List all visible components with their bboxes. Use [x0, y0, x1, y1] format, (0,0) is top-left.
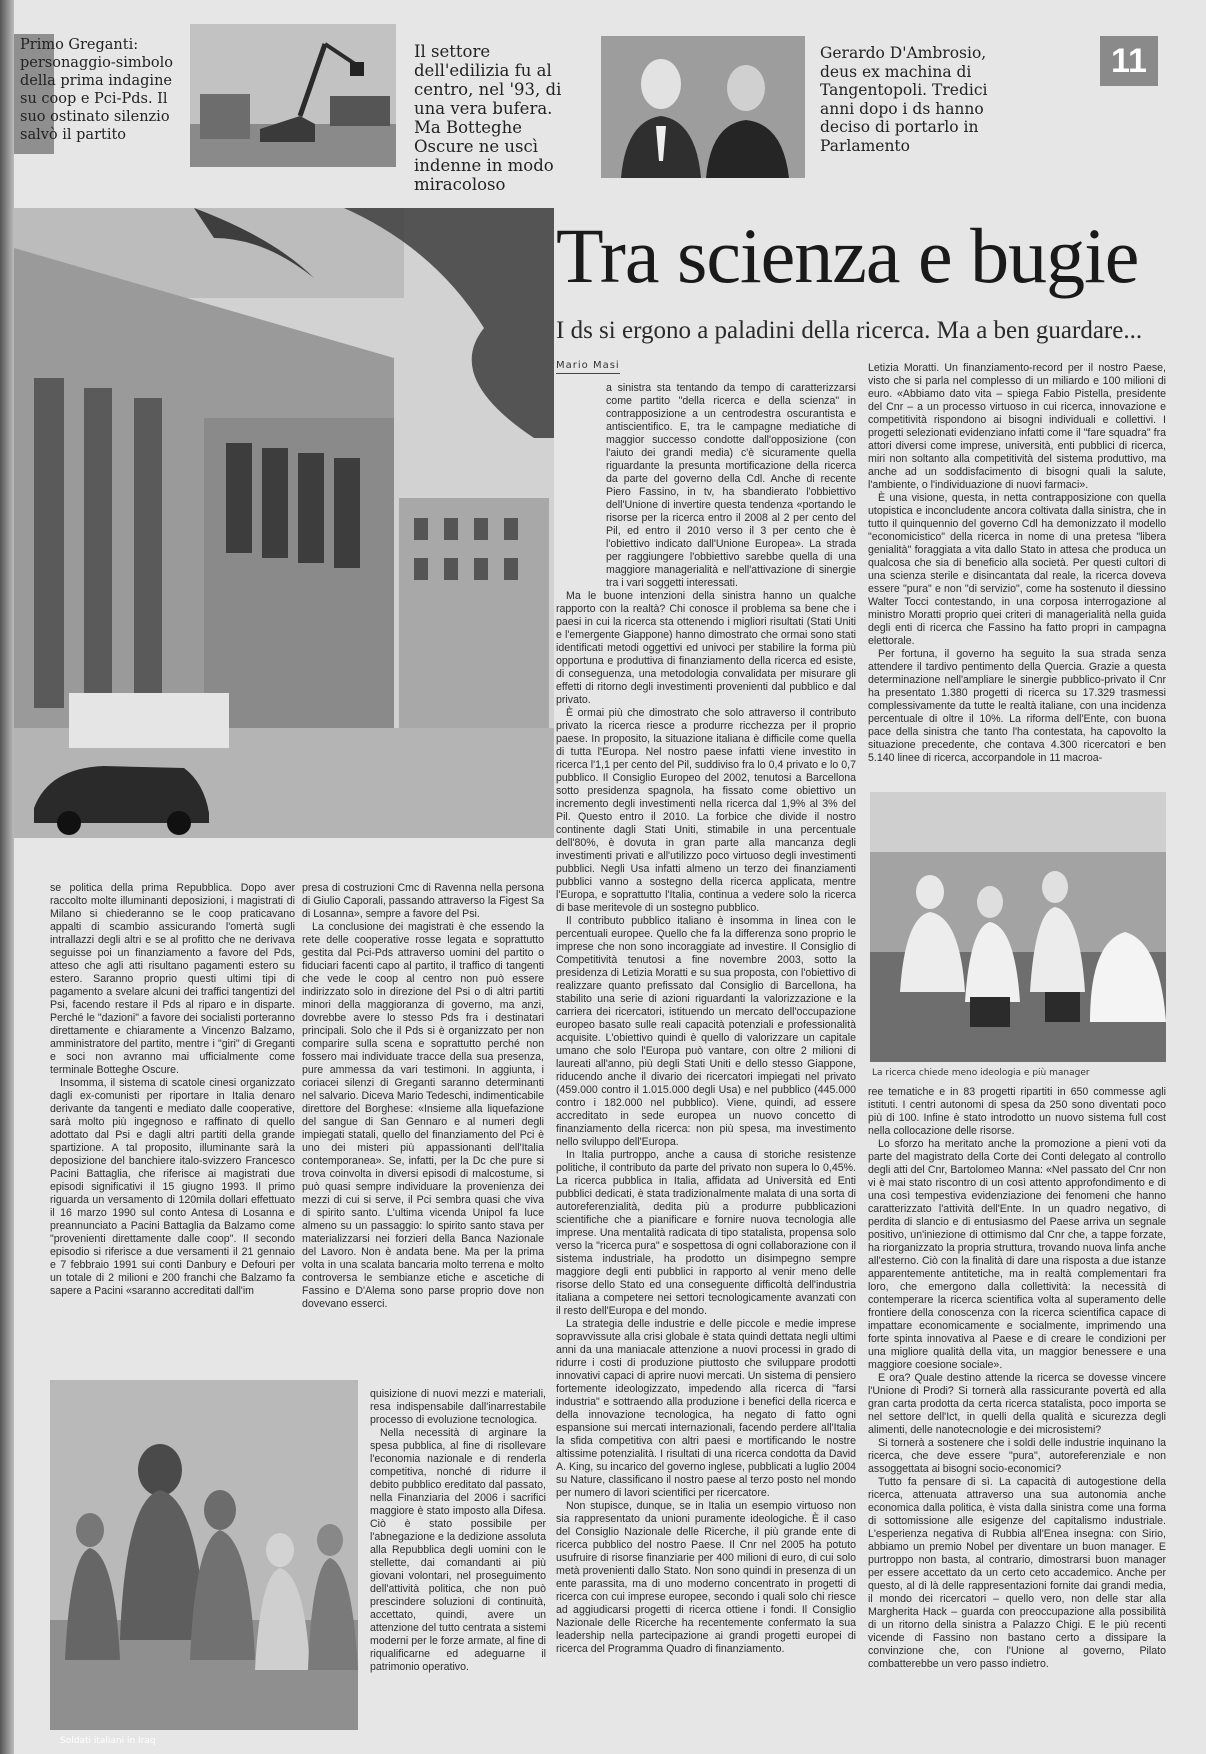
paragraph: Letizia Moratti. Un finanziamento-record per il nostro Paese, visto che si parla nel complesso di un miliardo e 100 milioni di euro. «Abbiamo dato vita – spiega Fabio Pistella, presidente del Cnr – a un processo virtuoso in cui ricerca, innovazione e competitività rispondono ai bisogni individuali e collettivi. I progetti selezionati evidenziano infatti come il "fare squadra" fra attori diversi come imprese, università, enti pubblici di ricerca, miri non soltanto alla competitività del sistema produttivo, ma anche ad un soddisfacimento di bisogni quali la salute, l'ambiente, o l'individuazione di nuovi farmaci». — [868, 362, 1166, 491]
page-number: 11 — [1100, 36, 1158, 86]
excavator-illustration — [190, 24, 396, 167]
paragraph: Nella necessità di arginare la spesa pubblica, al fine di risollevare l'economia nazionale e di renderla competitiva, nonché di ridurre il debito pubblico ereditato dal passato, nella Finanziaria del 2006 i sacrifici maggiore è stato imposto alla Difesa. Ciò è stato possibile per l'abnegazione e la dedizione assoluta alla Repubblica degli uomini con le stellette, dai comandanti ai più giovani volontari, nel proseguimento dell'attività politica, che non può prescindere soluzioni di continuità, accettato, quindi, avere un attenzione del tutto centrata a sistemi moderni per le forze armate, al fine di riqualificarne ed adeguarne il patrimonio operativo. — [370, 1427, 546, 1673]
paragraph: È una visione, questa, in netta contrapposizione con quella utopistica e inconcludente ancora coltivata dalla sinistra, che in tutto il quinquennio del governo Cdl ha demonizzato il modello "economicistico" della ricerca in nome di una pretesa "libera genialità" foraggiata a vita dallo Stato in attesa che produca un qualcosa che sia di beneficio alla società. Per questi cultori di una scienza sterile e disincantata dal reale, la ricerca doveva essere "pura" e non "di servizio", come ha sostenuto il diessino Walter Tocci contestando, in una corposa interrogazione al ministro Moratti proprio quei criteri di managerialità nella guida degli enti di ricerca che Fassino ha fatto propri in campagna elettorale. — [868, 492, 1166, 647]
paragraph: Insomma, il sistema di scatole cinesi organizzato dagli ex-comunisti per riportare in Italia denaro derivante da tangenti e mediato dalle cooperative, sarà molto più ingegnoso e raffinato di quello adottato dal Psi e dagli altri partiti della grande spartizione. A tal proposito, illuminante sarà la deposizione del banchiere italo-svizzero Francesco Pacini Battaglia, che riferisce ai magistrati due episodi significativi il 15 giugno 1993. Il primo riguarda un versamento di 120mila dollari effettuato il 16 marzo 1990 sul conto Antesa di Losanna e preannunciato a Pacini Battaglia da Balzamo come "provenienti direttamente dalle coop". Il secondo episodio si riferisce a due versamenti il 21 gennaio e 7 febbraio 1991 sui conti Danbury e Defouri per un totale di 2 milioni e 200 franchi che Balzamo fa sapere a Pacini «saranno accreditati dall'im — [50, 1077, 295, 1297]
teaser-dambrosio: Gerardo D'Ambrosio, deus ex machina di Tangentopoli. Tredici anni dopo i ds hanno deciso di portarlo in Parlamento — [820, 44, 988, 155]
article-column-3 — [370, 1388, 546, 1748]
paragraph: ree tematiche e in 83 progetti ripartiti in 650 commesse agli istituti. I centri autonomi di spesa da 250 sono diventati poco più di 100. Infine è stato introdotto un nuovo sistema full cost nella collocazione delle risorse. — [868, 1086, 1166, 1137]
paragraph: E ora? Quale destino attende la ricerca se dovesse vincere l'Unione di Prodi? Si tornerà alla rassicurante povertà ed alla gran carta prodotta da certa ricerca statalista, poco importa se nel settore dell'Ict, in quelli della qualità e sicurezza degli alimenti, delle nanotecnologie e dei microsistemi? — [868, 1372, 1166, 1436]
parade-caption: Soldati italiani in Iraq — [60, 1736, 156, 1746]
paragraph: In Italia purtroppo, anche a causa di storiche resistenze politiche, il contributo da parte del privato non supera lo 0,45%. La ricerca pubblica in Italia, affidata ad Università ed Enti pubblici dedicati, è stata tradizionalmente malata di una sorta di autoreferenzialità, dedita più a produrre pubblicazioni scientifiche che a pianificare e fornire nuova tecnologia alle imprese. Una mentalità radicata di tipo statalista, propensa solo verso la "ricerca pura" e sospettosa di ogni collaborazione con il sistema industriale, ha prodotto un disimpegno sempre maggiore degli enti pubblici in rapporto al venir meno delle risorse dello Stato ed una conseguente difficoltà dell'industria italiana a competere nei settori tecnologicamente avanzati con il resto dell'Europa e del mondo. — [556, 1149, 856, 1317]
article-column-5 — [868, 362, 1166, 787]
paragraph: La strategia delle industrie e delle piccole e medie imprese sopravvissute alla crisi globale è stata quindi dettata negli ultimi anni da una maniacale attenzione a nuovi processi in grado di ridurre i costi di produzione piuttosto che sviluppare prodotti innovativi capaci di aprire nuovi mercati. Un sistema di pensiero fortemente ideologizzato, impedendo alla ricerca di "farsi industria" e sottraendo alla produzione i benefici della ricerca e della innovazione tecnologica, ha negato di fatto ogni espansione sui mercati internazionali, facendo perdere all'Italia la sfida competitiva con altri paesi e mortificando le nostre altissime potenzialità. I risultati di una ricerca condotta da David A. King, su incarico del governo inglese, pubblicati a luglio 2004 su Nature, classificano il nostro paese al terzo posto nel mondo per numero di lavori scientifici per ricercatore. — [556, 1318, 856, 1499]
lab-photo — [870, 792, 1166, 1062]
paragraph: quisizione di nuovi mezzi e materiali, resa indispensabile dall'inarrestabile processo di evoluzione tecnologica. — [370, 1388, 546, 1426]
byline: Mario Masi — [556, 360, 620, 374]
paragraph: Lo sforzo ha meritato anche la promozione a pieni voti da parte del magistrato della Corte dei Conti delegato al controllo degli atti del Cnr, Bartolomeo Manna: «Nel passato del Cnr non vi è mai stato riscontro di un così attento approfondimento e di una così tempestiva evidenziazione dei fenomeni che hanno caratterizzato l'attività dell'Ente. In un quadro negativo, di perdita di slancio e di entusiasmo del Paese arriva un segnale positivo, un'iniezione di ottimismo dal Cnr che, a tappe forzate, ha riorganizzato la propria struttura, trovando nuova linfa anche all'esterno. Ciò con la finalità di dare una risposta a due istanze apparentemente antitetiche, ma in realtà complementari fra loro, che emergono dalla collettività: la necessità di contemperare la ricerca scientifica volta al superamento delle frontiere della conoscenza con la ricerca scientifica capace di impattare economicamente e socialmente, imprimendo una forte spinta innovativa al Paese e di creare le condizioni per una migliore qualità della vita, un maggior benessere e una maggiore coesione sociale». — [868, 1138, 1166, 1371]
paragraph: Non stupisce, dunque, se in Italia un esempio virtuoso non sia rappresentato da unioni puramente ideologiche. È il caso del Consiglio Nazionale delle Ricerche, il più grande ente di ricerca pubblico del nostro Paese. Il Cnr nel 2005 ha potuto usufruire di risorse finanziarie per 400 milioni di euro, di cui solo metà provenienti dallo Stato. Non sono quindi in presenza di un ente parassita, ma di uno moderno concentrato in progetti di ricerca con cui imprese europee, secondo i quali solo chi riesce ad aggiudicarsi progetti di ricerca ottiene i fondi. Il Consiglio Nazionale delle Ricerche ha recentemente confermato la sua leadership nella partecipazione ai grandi progetti europei di ricerca del Programma Quadro di finanziamento. — [556, 1500, 856, 1655]
dambrosio-photo — [601, 36, 805, 178]
paragraph: È ormai più che dimostrato che solo attraverso il contributo privato la ricerca riesce a produrre ricchezza per il proprio paese. In proposito, la situazione italiana è difficile come quella di tutta l'Europa. Nel nostro paese infatti viene investito in ricerca l'1,1 per cento del Pil, suddiviso fra lo 0,4 privato e lo 0,7 pubblico. Il Consiglio Europeo del 2002, tenutosi a Barcellona sotto presidenza spagnola, ha fissato come obiettivo un incremento degli investimenti nella ricerca dal 1,9% al 3% del Pil. Questo entro il 2010. La forbice che divide il nostro continente dagli Stati Uniti, stimabile in una percentuale dell'80%, è dovuta in gran parte alla mancanza degli investimenti privati e all'utilizzo poco virtuoso degli investimenti pubblici. Negli Usa infatti almeno un terzo dei finanziamenti pubblici vanno a sostegno della ricerca applicata, mentre l'Europa, e soprattutto l'Italia, continua a vedere solo la ricerca di base meritevole di un sostegno pubblico. — [556, 707, 856, 914]
paragraph: a sinistra sta tentando da tempo di caratterizzarsi come partito "della ricerca e della scienza" in contrapposizione a un centrodestra oscurantista e antiscientifico. E, tra le campagne mediatiche di maggior successo condotte dall'opposizione (con l'aiuto dei grandi media) c'è sicuramente quella riguardante la presunta mortificazione della ricerca da parte del governo della Cdl. Anche di recente Piero Fassino, in tv, ha sbandierato l'obbiettivo dell'Unione di invertire questa tendenza «portando le risorse per la ricerca entro il 2008 al 2 per cento del Pil, ed entro il 2010 verso il 3 per cento che è l'obiettivo indicato dall'Unione Europea». La strada per raggiungere l'obbiettivo sarebbe quella di una maggiore managerialità e nell'attivazione di sinergie tra i vari soggetti interessati. — [606, 382, 856, 589]
article-column-1 — [50, 882, 295, 1297]
article-column-2 — [302, 882, 544, 1310]
binding-shadow — [0, 0, 14, 1754]
paragraph: Ma le buone intenzioni della sinistra hanno un qualche rapporto con la realtà? Chi conosce il problema sa bene che i paesi in cui la ricerca sta ottenendo i migliori risultati (Stati Uniti e l'emergente Giappone) hanno dimostrato che ormai sono stati identificati metodi oggettivi ed univoci per stabilire la forma più opportuna e produttiva di finanziamento della ricerca ed esiste, di conseguenza, una metodologia convalidata per misurare gli effetti di ritorno degli investimenti provenienti dal pubblico e dal privato. — [556, 590, 856, 706]
courthouse-illustration — [14, 208, 554, 838]
paragraph: se politica della prima Repubblica. Dopo aver raccolto molte illuminanti deposizioni, i magistrati di Milano si chiederanno se le coop praticavano appalti di scambio assicurando l'omertà sugli intrallazzi degli altri e se al profitto che ne derivava seguisse poi un finanziamento a favore del Pds, atteso che agli atti risultano pagamenti estero su estero. Saranno proprio questi ultimi tipi di pagamento a svelare alcuni dei traffici tangentizi del Psi, facendo restare il Pds al riparo e in disparte. Perché le "dazioni" a favore dei socialisti porteranno direttamente e chiaramente a Vincenzo Balzamo, amministratore del partito, mentre i "giri" di Greganti e soci non avranno mai ufficialmente come terminale Botteghe Oscure. — [50, 882, 295, 1076]
paragraph: Si tornerà a sostenere che i soldi delle industrie inquinano la ricerca, che deve essere "pura", autoreferenziale e non assoggettata ai bisogni socio-economici? — [868, 1437, 1166, 1475]
teaser-edilizia: Il settore dell'edilizia fu al centro, nel '93, di una vera bufera. Ma Botteghe Oscure ne uscì indenne in modo miracoloso — [414, 42, 562, 194]
paragraph: La conclusione dei magistrati è che essendo la rete delle cooperative rosse legata e soprattutto gestita dal Pci-Pds attraverso uomini del partito o fiduciari facenti capo al partito, il traffico di tangenti che vede le coop al centro non può essere indirizzato solo in direzione del Psi o di altri partiti minori della maggioranza di governo, ma anzi, dovrebbe avere lo stesso Pds fra i destinatari principali. Solo che il Pds si è organizzato per non comparire sulla scena e soprattutto perché non fossero mai individuate tracce della sua presenza, pure ammessa da vari testimoni. In aggiunta, i coriacei silenzi di Greganti saranno determinanti nel salvario. Diceva Mario Tedeschi, indimenticabile direttore del Borghese: «Insieme alla liquefazione del sangue di San Gennaro e al numeri degli impiegati statali, quello del finanziamento del Pci è uno dei misteri più appassionanti dell'Italia contemporanea». Se, infatti, per la Dc che pure si trova coinvolta in diversi episodi di malcostume, si può quasi sempre individuare la provenienza dei mezzi di cui si serve, il Pci sembra quasi che viva di spirito santo. L'ultima vicenda Unipol fa luce almeno su un passaggio: lo spirito santo stava per materializzarsi nei forzieri della Banca Nazionale del Lavoro. Non è andata bene. Ma per la prima volta in una scalata bancaria molto terrena e molto controversa le sembianze etiche e ascetiche di Fassino e D'Alema sono parse proprio dove non dovevano esserci. — [302, 921, 544, 1310]
subheadline: I ds si ergono a paladini della ricerca. Ma a ben guardare... — [556, 317, 1143, 344]
teaser-greganti: Primo Greganti: personaggio-simbolo della prima indagine su coop e Pci-Pds. Il suo ostinato silenzio salvò il partito — [20, 37, 173, 143]
two-men-portrait — [601, 36, 805, 178]
paragraph: presa di costruzioni Cmc di Ravenna nella persona di Giulio Caporali, passando attraverso la Figest Sa di Losanna», sempre a favore del Psi. — [302, 882, 544, 920]
lab-illustration — [870, 792, 1166, 1062]
soldiers-photo — [50, 1380, 358, 1730]
article-column-4 — [556, 382, 856, 1752]
paragraph: Per fortuna, il governo ha seguito la sua strada senza attendere il tardivo pentimento della Quercia. Grazie a questa determinazione nell'ampliare le sinergie pubblico-privato il Cnr ha presentato 1.380 progetti di ricerca su 17.329 trasmessi complessivamente da tutte le realtà italiane, con una incidenza percentuale di oltre il 10%. La riforma dell'Ente, con buona pace della sinistra che tanto l'ha contestata, ha capovolto la situazione precedente, che contava 4.300 ricercatori e ben 5.140 linee di ricerca, accorpandole in 11 macroa- — [868, 648, 1166, 764]
headline: Tra scienza e bugie — [556, 212, 1139, 299]
article-column-6 — [868, 1086, 1166, 1752]
lab-caption: La ricerca chiede meno ideologia e più manager — [872, 1068, 1090, 1078]
paragraph: Il contributo pubblico italiano è insomma in linea con le percentuali europee. Quello che fa la differenza sono proprio le imprese che non sono incoraggiate ad investire. Il Consiglio di Competitività tenutosi a fine novembre 2003, sotto la presidenza di Letizia Moratti e su sua proposta, con l'obiettivo di realizzare quanto prefissato dal Consiglio di Barcellona, ha stabilito una serie di azioni riguardanti la valorizzazione e la carriera dei ricercatori, istituendo un mercato dell'occupazione europeo basato sulle reali capacità potenziali e professionalità acquisite. L'obiettivo quindi è quello di valorizzare un capitale umano che solo l'Europa può vantare, con oltre 2 milioni di laureati all'anno, più degli Stati Uniti e dello stesso Giappone, riducendo anche il divario dei ricercatori impiegati nel privato (459.000 contro il 1.015.000 degli Usa) e nel pubblico (445.000 contro i 182.000 nel pubblico). Viene, quindi, ad essere accreditato in sede europea un nuovo concetto di finanziamento della ricerca: non più spesa, ma investimento nello sviluppo dell'Europa. — [556, 915, 856, 1148]
paragraph: Tutto fa pensare di sì. La capacità di autogestione della ricerca, attenuata attraverso una sua autonomia anche economica dalla politica, è vista dalla sinistra come una forma di sottomissione alle esigenze del capitalismo industriale. L'esperienza negativa di Rubbia all'Enea insegna: con Sirio, abbiamo un premio Nobel per diventare un buon manager. E purtroppo non basta, al contrario, dimostrarsi buon manager per essere accettato da un certo ceto accademico. Anche per questo, al di là delle rappresentazioni fornite dai grandi media, il mondo dei ricercatori – quello vero, non delle star alla Margherita Hack – guarda con preoccupazione alla possibilità di un ritorno della sinistra a Palazzo Chigi. E le più recenti vicende di Fassino non bastano certo a dissipare la convinzione che, con l'Unione al governo, Pilato combatterebbe un vero passo indietro. — [868, 1476, 1166, 1670]
parade-illustration — [50, 1380, 358, 1730]
excavator-photo — [190, 24, 396, 167]
courthouse-photo — [14, 208, 554, 838]
